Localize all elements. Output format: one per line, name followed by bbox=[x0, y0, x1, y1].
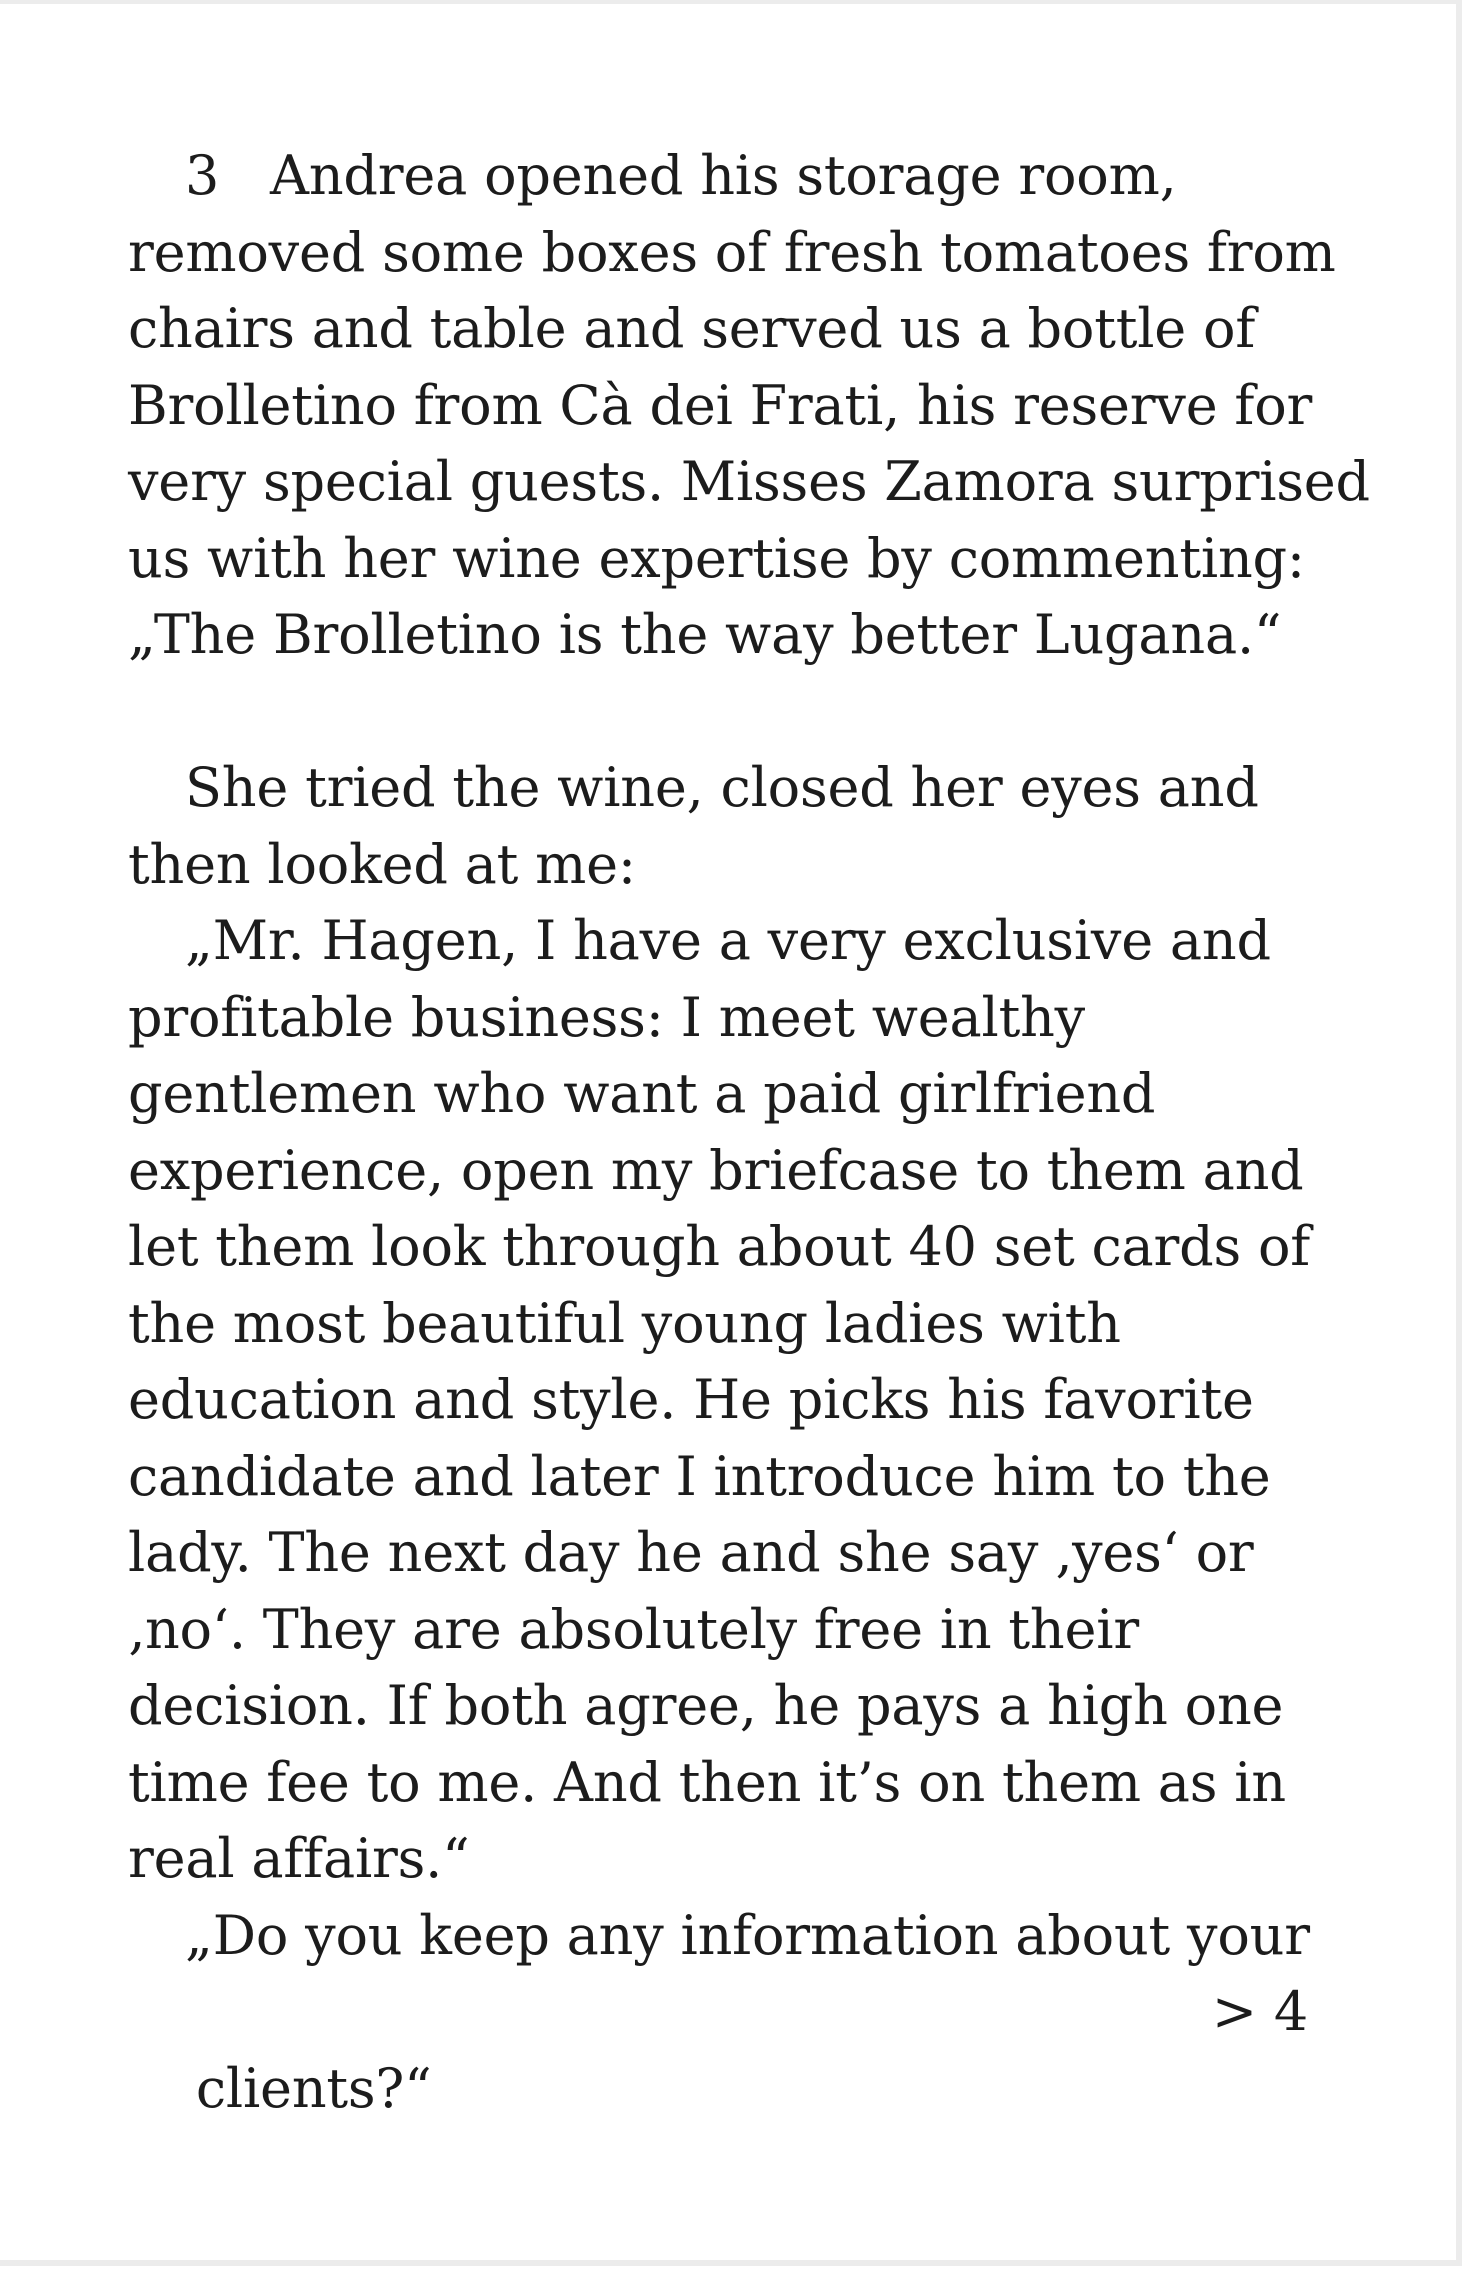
text-line-last bbox=[128, 1974, 1343, 2120]
paragraph-gap bbox=[128, 674, 1343, 751]
text-line: us with her wine expertise by commenting: bbox=[128, 526, 1305, 590]
text-line: lady. The next day he and she say ‚yes‘ or bbox=[128, 1521, 1254, 1584]
text-line: decision. If both agree, he pays a high one bbox=[128, 1674, 1284, 1737]
page-border-right bbox=[1456, 0, 1462, 2266]
text-line: „Do you keep any information about your bbox=[185, 1903, 1310, 1967]
text-line: time fee to me. And then it’s on them as in bbox=[128, 1750, 1286, 1814]
text-line: „Mr. Hagen, I have a very exclusive and bbox=[185, 909, 1271, 972]
text-line: profitable business: I meet wealthy bbox=[128, 985, 1085, 1049]
text-line: real affairs.“ bbox=[128, 1827, 470, 1890]
text-line: 3 Andrea opened his storage room, bbox=[185, 144, 1177, 207]
text-line: „The Brolletino is the way better Lugana.“ bbox=[128, 603, 1282, 666]
page-border-top bbox=[0, 0, 1462, 4]
text-line: very special guests. Misses Zamora surprised bbox=[128, 450, 1370, 513]
next-page-marker: > 4 bbox=[1211, 1980, 1308, 2043]
text-line: removed some boxes of fresh tomatoes from bbox=[128, 220, 1336, 284]
document-body bbox=[128, 138, 1370, 2120]
text-line: let them look through about 40 set cards of bbox=[128, 1215, 1311, 1278]
text-line: then looked at me: bbox=[128, 832, 636, 896]
text-line: gentlemen who want a paid girlfriend bbox=[128, 1062, 1156, 1125]
text-line: Brolletino from Cà dei Frati, his reserve for bbox=[128, 373, 1313, 437]
text-line: She tried the wine, closed her eyes and bbox=[185, 756, 1259, 819]
text-line: ‚no‘. They are absolutely free in their bbox=[128, 1597, 1139, 1661]
text-line: education and style. He picks his favorite bbox=[128, 1368, 1254, 1431]
page-border-bottom bbox=[0, 2260, 1462, 2266]
text-line: clients?“ bbox=[195, 2056, 432, 2120]
text-line: experience, open my briefcase to them and bbox=[128, 1138, 1304, 1202]
text-line: chairs and table and served us a bottle of bbox=[128, 297, 1256, 360]
text-line: candidate and later I introduce him to the bbox=[128, 1444, 1271, 1508]
text-line: the most beautiful young ladies with bbox=[128, 1291, 1121, 1355]
